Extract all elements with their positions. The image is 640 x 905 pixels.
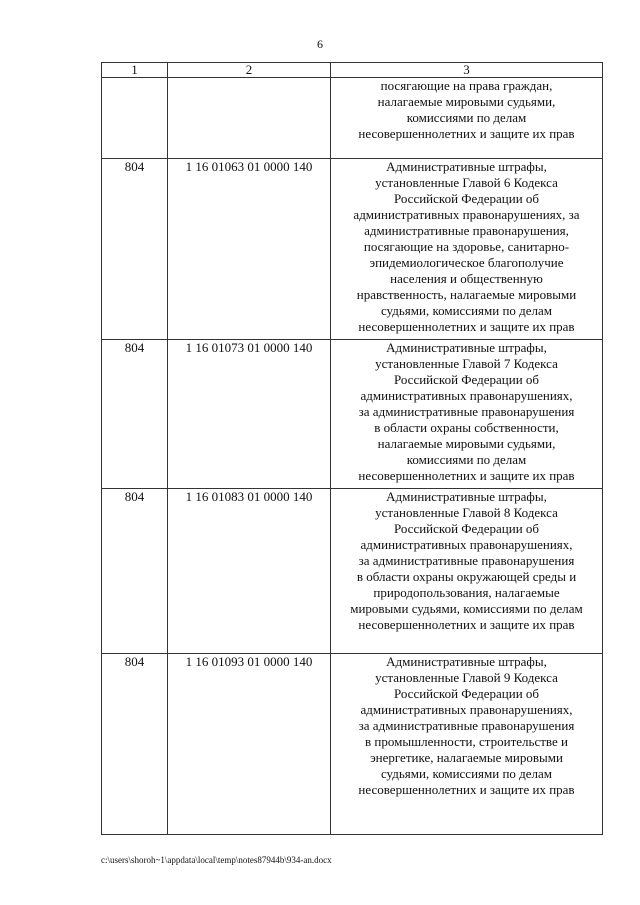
description-line: Административные штрафы, — [386, 159, 547, 174]
kbk-code-cell — [168, 78, 331, 159]
description-line: административных правонарушениях, — [360, 537, 573, 552]
admin-code-cell: 804 — [102, 489, 168, 654]
description-line: за административные правонарушения — [358, 553, 575, 568]
description-line: Российской Федерации об — [393, 372, 540, 387]
description-line: Российской Федерации об — [393, 521, 540, 536]
description-line: несовершеннолетних и защите их прав — [358, 468, 575, 483]
kbk-code-cell: 1 16 01063 01 0000 140 — [168, 159, 331, 340]
footer-file-path: c:\users\shoroh~1\appdata\local\temp\notes87944b\934-an.docx — [101, 855, 332, 865]
description-line: за административные правонарушения — [358, 718, 575, 733]
description-line: в промышленности, строительстве и — [365, 734, 568, 749]
kbk-code-cell: 1 16 01073 01 0000 140 — [168, 340, 331, 489]
description-line: Административные штрафы, — [386, 340, 547, 355]
description-line: энергетике, налагаемые мировыми — [370, 750, 563, 765]
description-line: несовершеннолетних и защите их прав — [358, 126, 575, 141]
description-line: в области охраны окружающей среды и — [356, 569, 577, 584]
description-line: за административные правонарушения — [358, 404, 575, 419]
description-line: налагаемые мировыми судьями, — [377, 436, 556, 451]
description-cell — [331, 78, 603, 159]
column-header-2: 2 — [168, 63, 331, 78]
kbk-code-cell: 1 16 01083 01 0000 140 — [168, 489, 331, 654]
description-cell — [331, 489, 603, 654]
admin-code-cell — [102, 78, 168, 159]
page-number: 6 — [317, 37, 323, 51]
description-line: нравственность, налагаемые мировыми — [356, 287, 577, 302]
description-line: судьями, комиссиями по делам — [380, 303, 553, 318]
description-line: Административные штрафы, — [386, 489, 547, 504]
kbk-code-cell: 1 16 01093 01 0000 140 — [168, 654, 331, 835]
description-line: посягающие на права граждан, — [380, 78, 553, 93]
description-cell — [331, 340, 603, 489]
description-line: установленные Главой 9 Кодекса — [375, 670, 558, 685]
table-row — [102, 654, 603, 835]
description-line: мировыми судьями, комиссиями по делам — [350, 601, 583, 616]
column-header-1: 1 — [102, 63, 168, 78]
admin-code-cell: 804 — [102, 654, 168, 835]
admin-code-cell: 804 — [102, 340, 168, 489]
description-line: административные правонарушения, — [364, 223, 569, 238]
description-line: установленные Главой 7 Кодекса — [375, 356, 558, 371]
description-line: установленные Главой 8 Кодекса — [375, 505, 558, 520]
description-cell — [331, 654, 603, 835]
description-line: административных правонарушениях, — [360, 388, 573, 403]
description-line: судьями, комиссиями по делам — [380, 766, 553, 781]
description-cell — [331, 159, 603, 340]
revenue-codes-table — [101, 62, 603, 835]
description-line: несовершеннолетних и защите их прав — [358, 617, 575, 632]
description-line: эпидемиологическое благополучие — [369, 255, 564, 270]
description-line: комиссиями по делам — [406, 110, 527, 125]
description-line: административных правонарушениях, — [360, 702, 573, 717]
description-line: Российской Федерации об — [393, 191, 540, 206]
table-row — [102, 489, 603, 654]
table-row — [102, 340, 603, 489]
description-line: Административные штрафы, — [386, 654, 547, 669]
description-line: установленные Главой 6 Кодекса — [375, 175, 558, 190]
table-row-continuation — [102, 78, 603, 159]
description-line: комиссиями по делам — [406, 452, 527, 467]
description-line: несовершеннолетних и защите их прав — [358, 319, 575, 334]
description-line: в области охраны собственности, — [374, 420, 559, 435]
admin-code-cell: 804 — [102, 159, 168, 340]
description-line: посягающие на здоровье, санитарно- — [363, 239, 570, 254]
description-line: Российской Федерации об — [393, 686, 540, 701]
table-header-row — [102, 63, 603, 78]
column-header-3: 3 — [331, 63, 603, 78]
description-line: природопользования, налагаемые — [373, 585, 560, 600]
table-row — [102, 159, 603, 340]
description-line: несовершеннолетних и защите их прав — [358, 782, 575, 797]
description-line: налагаемые мировыми судьями, — [377, 94, 556, 109]
description-line: населения и общественную — [390, 271, 543, 286]
description-line: административных правонарушениях, за — [353, 207, 580, 222]
